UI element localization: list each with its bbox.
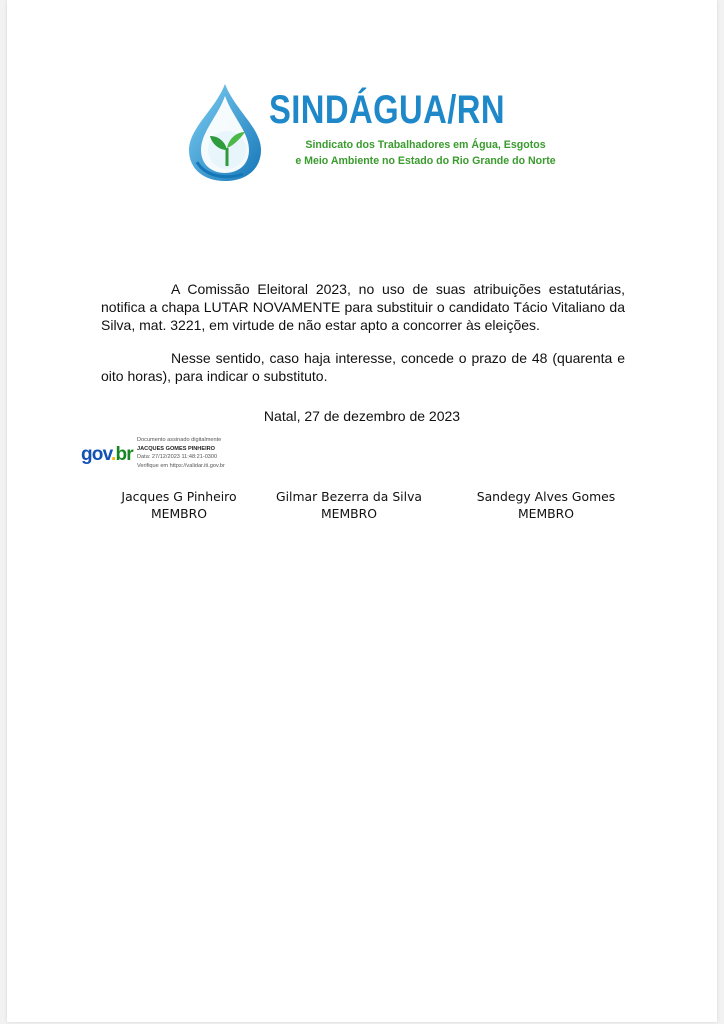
document-page — [7, 0, 717, 1022]
signatory-3 — [453, 488, 639, 522]
signatory-role: MEMBRO — [517, 506, 575, 521]
notice-paragraph-1: A Comissão Eleitoral 2023, no uso de suas atribuições estatutárias, notifica a chapa LUTAR NOVAMENTE para substituir o candidato Tácio Vitaliano da Silva, mat. 3221, em virtude de não estar apto a concorrer às eleições. — [101, 281, 625, 333]
brand-subtitle-line1: Sindicato dos Trabalhadores em Água, Esgotos — [305, 139, 546, 151]
signatory-name: Jacques G Pinheiro — [121, 489, 237, 504]
govbr-verify-link: Verifique em https://validar.iti.gov.br — [137, 462, 225, 469]
signatory-name: Sandegy Alves Gomes — [476, 489, 616, 504]
govbr-logo-dot: . — [110, 444, 116, 465]
brand-subtitle-line2: e Meio Ambiente no Estado do Rio Grande do Norte — [295, 155, 556, 167]
brand-subtitle — [288, 137, 563, 169]
sindagua-logo — [185, 80, 565, 185]
signatory-1 — [99, 488, 259, 522]
govbr-info — [137, 436, 225, 470]
brand-title: SINDÁGUA/RN — [269, 88, 505, 132]
govbr-digital-signature — [81, 436, 271, 476]
document-date: Natal, 27 de dezembro de 2023 — [263, 408, 461, 424]
govbr-logo-br: br — [115, 444, 133, 465]
govbr-logo — [81, 445, 133, 464]
signatory-name: Gilmar Bezerra da Silva — [275, 489, 422, 504]
govbr-signer: JACQUES GOMES PINHEIRO — [137, 445, 216, 452]
signatory-2 — [259, 488, 439, 522]
govbr-logo-gov: gov — [81, 444, 111, 465]
water-drop-icon — [185, 80, 265, 185]
signatory-role: MEMBRO — [320, 506, 378, 521]
notice-body — [101, 280, 625, 400]
govbr-date: Data: 27/12/2023 11:48:21-0300 — [137, 454, 218, 461]
notice-paragraph-2: Nesse sentido, caso haja interesse, concede o prazo de 48 (quarenta e oito horas), para indicar o substituto. — [101, 350, 625, 384]
govbr-title: Documento assinado digitalmente — [137, 437, 222, 443]
signatory-role: MEMBRO — [150, 506, 208, 521]
